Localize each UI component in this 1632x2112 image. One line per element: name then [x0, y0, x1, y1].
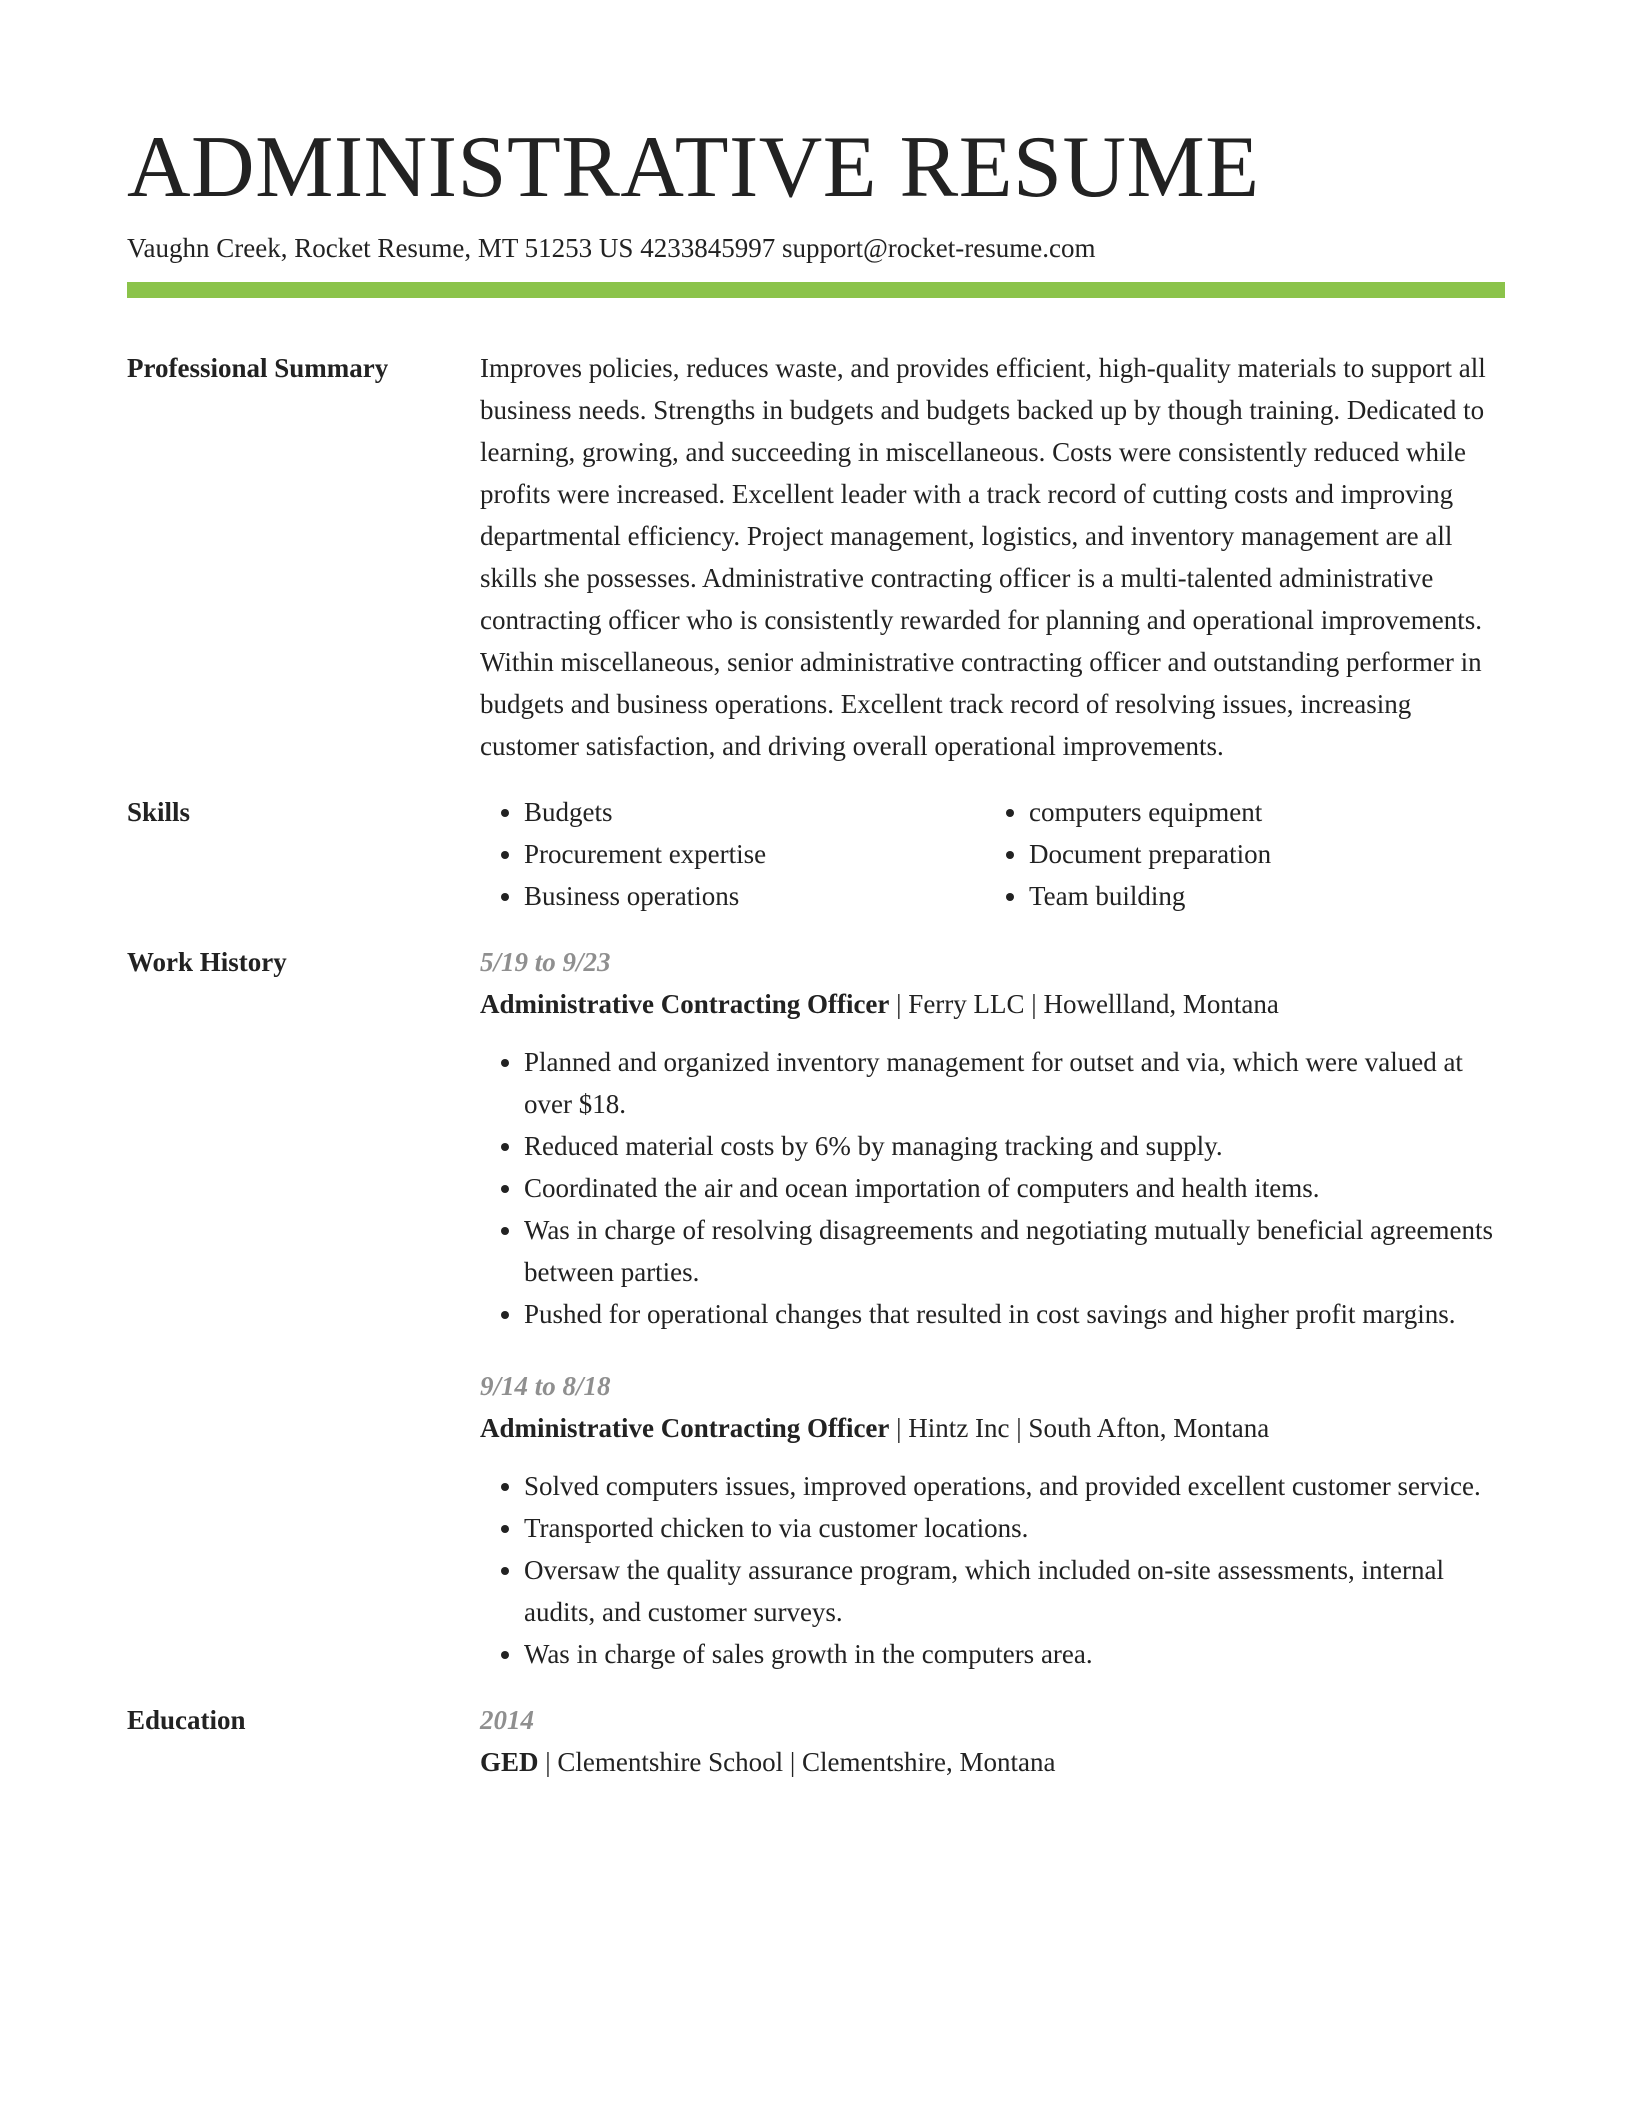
- resume-title: ADMINISTRATIVE RESUME: [127, 119, 1260, 216]
- education-heading: [480, 1741, 1505, 1783]
- section-label: Professional Summary: [127, 353, 389, 383]
- education-date: 2014: [480, 1705, 534, 1735]
- skill-item: • Procurement expertise: [524, 833, 985, 875]
- job-entry: [480, 941, 1505, 1335]
- job-bullet: • Was in charge of sales growth in the computers area.: [524, 1633, 1505, 1675]
- job-bullet: • Transported chicken to via customer locations.: [524, 1507, 1505, 1549]
- job-bullet: • Coordinated the air and ocean importation of computers and health items.: [524, 1167, 1505, 1209]
- section-label: Skills: [127, 797, 191, 827]
- skill-item: • Business operations: [524, 875, 985, 917]
- skill-item: • Budgets: [524, 791, 985, 833]
- job-title: Administrative Contracting Officer: [480, 989, 890, 1019]
- skills-list-left: [480, 791, 985, 917]
- degree: GED: [480, 1747, 539, 1777]
- job-details: | Hintz Inc | South Afton, Montana: [889, 1413, 1270, 1443]
- job-bullet: • Pushed for operational changes that resulted in cost savings and higher profit margins.: [524, 1293, 1505, 1335]
- skill-item: • Team building: [1029, 875, 1490, 917]
- job-bullet: • Planned and organized inventory management for outset and via, which were valued at over $18.: [524, 1041, 1505, 1125]
- skill-item: • computers equipment: [1029, 791, 1490, 833]
- summary-text: Improves policies, reduces waste, and provides efficient, high-quality materials to support all business needs. Strengths in budgets and budgets backed up by though training. Dedicated to learning, growing, and succeeding in miscellaneous. Costs were consistently reduced while profits were increased. Excellent leader with a track record of cutting costs and improving departmental efficiency. Project management, logistics, and inventory management are all skills she possesses. Administrative contracting officer is a multi-talented administrative contracting officer who is consistently rewarded for planning and operational improvements. Within miscellaneous, senior administrative contracting officer and outstanding performer in budgets and business operations. Excellent track record of resolving issues, increasing customer satisfaction, and driving overall operational improvements.: [480, 353, 1486, 761]
- job-heading: [480, 1407, 1505, 1449]
- job-bullet: • Reduced material costs by 6% by managing tracking and supply.: [524, 1125, 1505, 1167]
- work-history-section: [127, 941, 1505, 1675]
- school-details: | Clementshire School | Clementshire, Montana: [538, 1747, 1056, 1777]
- skills-list-right: [985, 791, 1490, 917]
- job-bullet: • Solved computers issues, improved operations, and provided excellent customer service.: [524, 1465, 1505, 1507]
- contact-line: Vaughn Creek, Rocket Resume, MT 51253 US 4233845997 support@rocket-resume.com: [127, 233, 1096, 263]
- job-date: 5/19 to 9/23: [480, 947, 611, 977]
- job-heading: [480, 983, 1505, 1025]
- job-bullet: • Was in charge of resolving disagreements and negotiating mutually beneficial agreements between parties.: [524, 1209, 1505, 1293]
- job-date: 9/14 to 8/18: [480, 1371, 611, 1401]
- education-section: [127, 1699, 1505, 1783]
- job-title: Administrative Contracting Officer: [480, 1413, 890, 1443]
- section-label: Work History: [127, 947, 287, 977]
- job-entry: [480, 1365, 1505, 1675]
- job-bullet: • Oversaw the quality assurance program, which included on-site assessments, internal audits, and customer surveys.: [524, 1549, 1505, 1633]
- professional-summary-section: [127, 347, 1505, 767]
- skill-item: • Document preparation: [1029, 833, 1490, 875]
- section-label: Education: [127, 1705, 246, 1735]
- job-details: | Ferry LLC | Howellland, Montana: [889, 989, 1279, 1019]
- job-bullets: [480, 1041, 1505, 1335]
- job-bullets: [480, 1465, 1505, 1675]
- header-divider: [127, 282, 1505, 298]
- skills-section: [127, 791, 1505, 917]
